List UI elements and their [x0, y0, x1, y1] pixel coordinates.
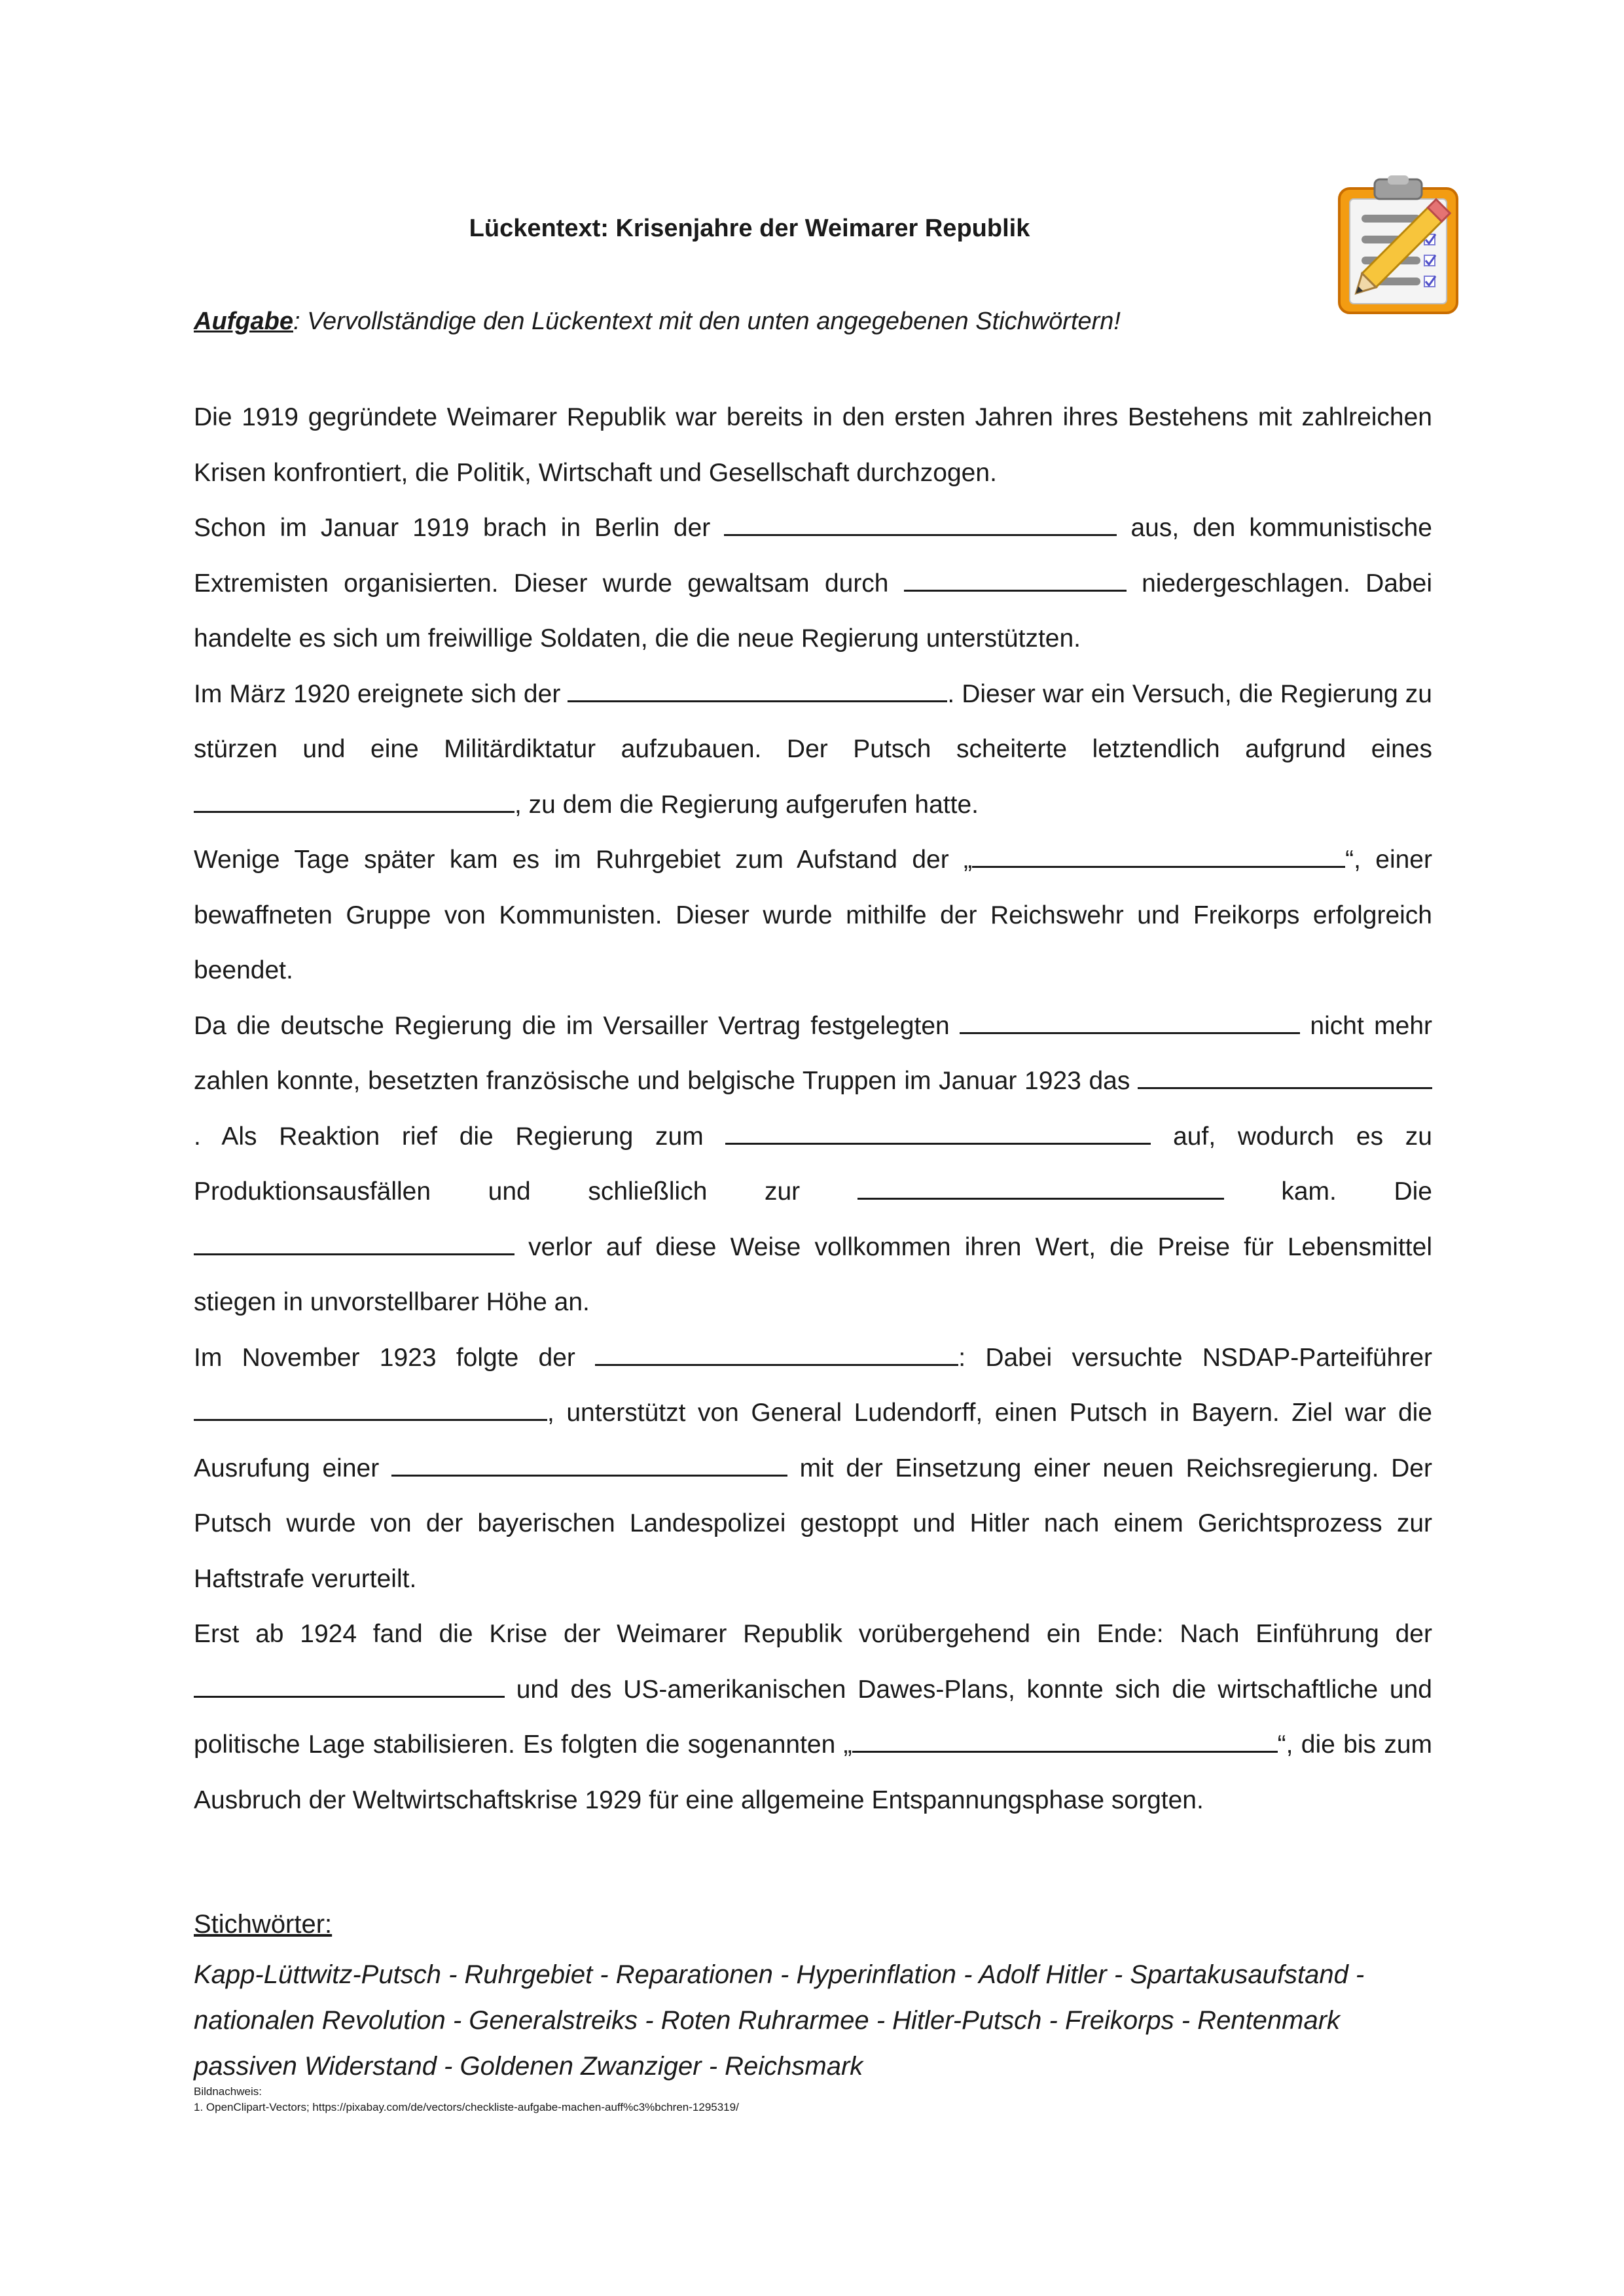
text-segment: . Dieser war ein Versuch, die Regierung zu stürzen und eine Militärdiktatur aufzubauen. Der Putsch scheiterte letztendlich aufgrund eines	[194, 679, 1432, 763]
answer-blank[interactable]	[568, 673, 947, 702]
answer-blank[interactable]	[852, 1724, 1278, 1753]
text-segment: Da die deutsche Regierung die im Versailler Vertrag festgelegten	[194, 1011, 960, 1040]
answer-blank[interactable]	[194, 1227, 514, 1255]
text-segment: : Dabei versuchte NSDAP-Parteiführer	[958, 1343, 1432, 1372]
paragraph-7	[194, 1607, 1432, 1828]
text-segment: Wenige Tage später kam es im Ruhrgebiet zum Aufstand der „	[194, 846, 973, 874]
text-segment: Im November 1923 folgte der	[194, 1343, 596, 1372]
answer-blank[interactable]	[960, 1005, 1300, 1034]
paragraph-4	[194, 833, 1432, 999]
answer-blank[interactable]	[725, 1116, 1151, 1145]
cloze-text	[194, 390, 1432, 1828]
paragraph-6	[194, 1331, 1432, 1607]
answer-blank[interactable]	[194, 1392, 547, 1421]
paragraph-3	[194, 667, 1432, 833]
paragraph-1	[194, 390, 1432, 501]
task-label: Aufgabe	[194, 308, 293, 335]
answer-blank[interactable]	[194, 1669, 505, 1698]
image-credits-heading: Bildnachweis:	[194, 2085, 262, 2098]
keywords-line: passiven Widerstand - Goldenen Zwanziger - Reichsmark	[194, 2052, 863, 2081]
text-segment: Schon im Januar 1919 brach in Berlin der	[194, 514, 725, 542]
answer-blank[interactable]	[1138, 1060, 1432, 1089]
text-segment: kam. Die	[1223, 1177, 1432, 1206]
worksheet-title: Lückentext: Krisenjahre der Weimarer Republik	[469, 215, 1030, 242]
answer-blank[interactable]	[724, 507, 1117, 536]
text-segment: Im März 1920 ereignete sich der	[194, 679, 568, 708]
text-segment: , zu dem die Regierung aufgerufen hatte.	[514, 790, 979, 819]
answer-blank[interactable]	[857, 1171, 1224, 1200]
paragraph-2	[194, 501, 1432, 667]
text-segment: Die 1919 gegründete Weimarer Republik war bereits in den ersten Jahren ihres Bestehens mit zahlreichen Krisen konfrontiert, die Politik, Wirtschaft und Gesellschaft durchzogen.	[194, 403, 1432, 487]
text-segment: niedergeschlagen. Dabei handelte es sich um freiwillige Soldaten, die die neue Regierung unterstützten.	[194, 569, 1432, 653]
task-text: : Vervollständige den Lückentext mit den unten angegebenen Stichwörtern!	[293, 308, 1121, 335]
text-segment: “, einer bewaffneten Gruppe von Kommunisten. Dieser wurde mithilfe der Reichswehr und Freikorps erfolgreich beendet.	[194, 846, 1432, 984]
answer-blank[interactable]	[904, 563, 1127, 592]
answer-blank[interactable]	[391, 1448, 787, 1477]
task-instruction	[194, 308, 1121, 336]
text-segment: “, die bis zum Ausbruch der Weltwirtschaftskrise 1929 für eine allgemeine Entspannungsphase sorgten.	[194, 1731, 1432, 1814]
keywords-line: nationalen Revolution - Generalstreiks - Roten Ruhrarmee - Hitler-Putsch - Freikorps - Rentenmark	[194, 2006, 1341, 2035]
image-credit: 1. OpenClipart-Vectors; https://pixabay.com/de/vectors/checkliste-aufgabe-machen-auff%c3%bchren-1295319/	[194, 2101, 739, 2113]
text-segment: nicht mehr zahlen konnte, besetzten französische und belgische Truppen im Januar 1923 das	[194, 1011, 1433, 1095]
text-segment: Erst ab 1924 fand die Krise der Weimarer Republik vorübergehend ein Ende: Nach Einführung der	[194, 1620, 1432, 1648]
text-segment: und des US-amerikanischen Dawes-Plans, konnte sich die wirtschaftliche und politische Lage stabilisieren. Es folgten die sogenannten „	[194, 1675, 1432, 1759]
text-segment: . Als Reaktion rief die Regierung zum	[194, 1122, 726, 1151]
text-segment: , unterstützt von General Ludendorff, einen Putsch in Bayern. Ziel war die Ausrufung einer	[194, 1399, 1432, 1482]
text-segment: mit der Einsetzung einer neuen Reichsregierung. Der Putsch wurde von der bayerischen Landespolizei gestoppt und Hitler nach einem Gerichtsprozess zur Haftstrafe verurteilt.	[194, 1454, 1432, 1593]
answer-blank[interactable]	[972, 839, 1345, 868]
text-segment: auf, wodurch es zu Produktionsausfällen und schließlich zur	[194, 1122, 1432, 1206]
paragraph-5	[194, 999, 1432, 1331]
answer-blank[interactable]	[595, 1337, 958, 1366]
text-segment: aus, den kommunistische Extremisten organisierten. Dieser wurde gewaltsam durch	[194, 514, 1432, 598]
answer-blank[interactable]	[194, 784, 514, 813]
clipboard-checklist-icon	[1333, 175, 1464, 316]
keywords-heading: Stichwörter:	[194, 1910, 333, 1939]
keywords-list	[194, 1952, 1470, 2089]
text-segment: verlor auf diese Weise vollkommen ihren Wert, die Preise für Lebensmittel stiegen in unvorstellbarer Höhe an.	[194, 1232, 1432, 1316]
keywords-line: Kapp-Lüttwitz-Putsch - Ruhrgebiet - Reparationen - Hyperinflation - Adolf Hitler - Spartakusaufstand -	[194, 1960, 1365, 1989]
